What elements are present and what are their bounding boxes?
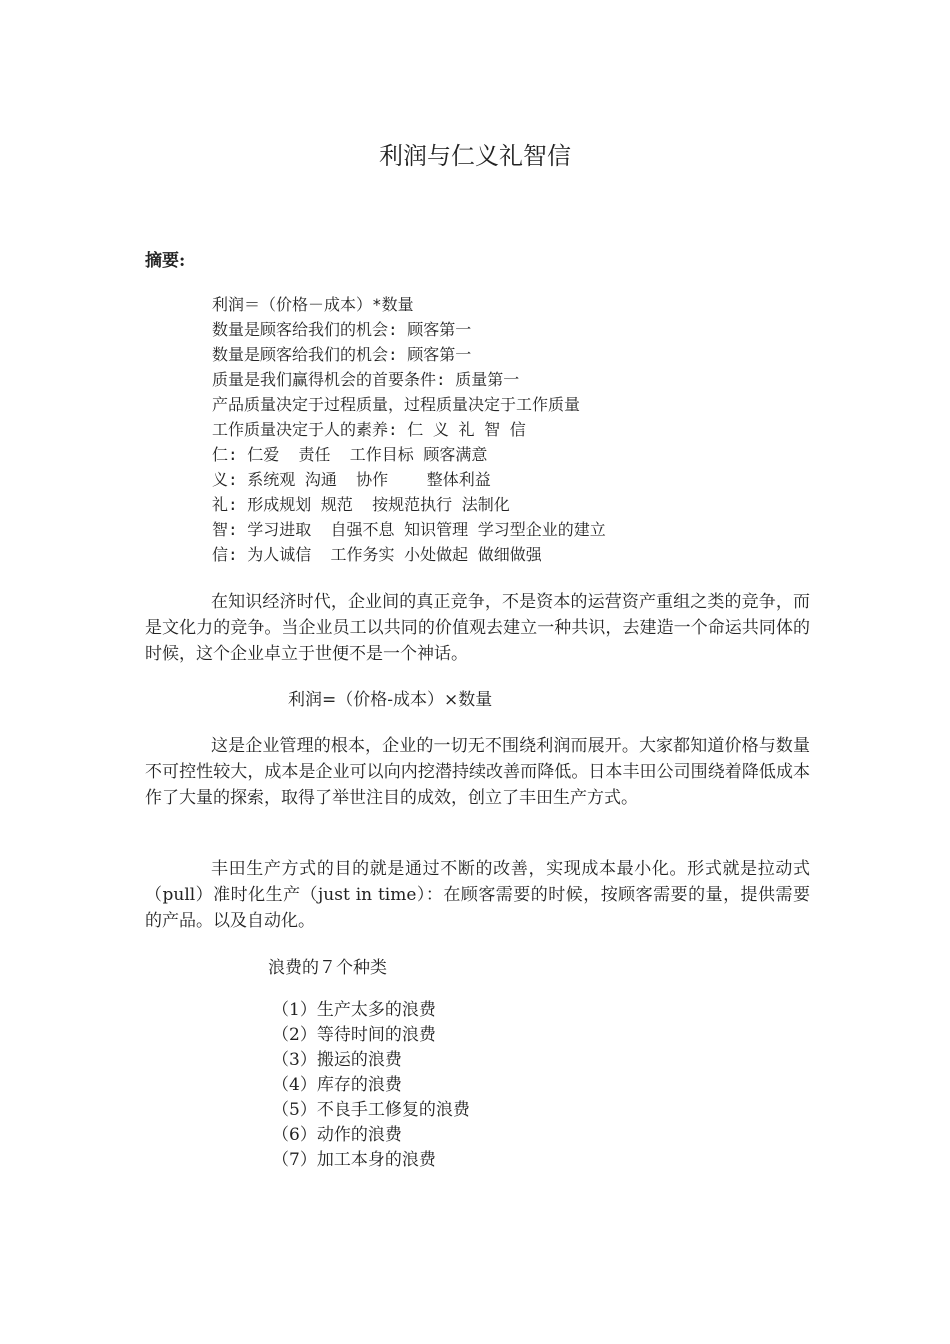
list-item: （6）动作的浪费 — [272, 1125, 402, 1145]
profit-formula: 利润=（价格-成本）×数量 — [288, 690, 493, 710]
summary-line: 利润＝（价格－成本）*数量 — [212, 295, 414, 314]
list-item: （5）不良手工修复的浪费 — [272, 1100, 470, 1120]
paragraph-toyota: 丰田生产方式的目的就是通过不断的改善，实现成本最小化。形式就是拉动式（pull）准时化生产（just in time）：在顾客需要的时候，按顾客需要的量，提供需要的产品。以及自动化。 — [145, 859, 810, 931]
summary-line: 义: 系统观 沟通 协作 整体利益 — [212, 470, 491, 489]
summary-line: 礼: 形成规划 规范 按规范执行 法制化 — [212, 495, 510, 514]
list-item: （3）搬运的浪费 — [272, 1050, 402, 1070]
summary-line: 数量是顾客给我们的机会: 顾客第一 — [212, 345, 472, 364]
document-title: 利润与仁义礼智信 — [379, 142, 571, 170]
summary-block — [212, 292, 606, 567]
paragraph-knowledge-economy: 在知识经济时代，企业间的真正竞争，不是资本的运营资产重组之类的竞争，而是文化力的竞争。当企业员工以共同的价值观去建立一种共识，去建造一个命运共同体的时候，这个企业卓立于世便不是一个神话。 — [145, 592, 810, 664]
summary-line: 智: 学习进取 自强不息 知识管理 学习型企业的建立 — [212, 520, 606, 539]
list-item: （2）等待时间的浪费 — [272, 1025, 436, 1045]
summary-line: 数量是顾客给我们的机会: 顾客第一 — [212, 320, 472, 339]
waste-list — [272, 998, 470, 1173]
list-item: （7）加工本身的浪费 — [272, 1150, 436, 1170]
abstract-label: 摘要: — [145, 251, 186, 271]
summary-line: 工作质量决定于人的素养: 仁 义 礼 智 信 — [212, 420, 526, 439]
summary-line: 产品质量决定于过程质量，过程质量决定于工作质量 — [212, 395, 581, 414]
summary-line: 仁: 仁爱 责任 工作目标 顾客满意 — [212, 445, 488, 464]
summary-line: 质量是我们赢得机会的首要条件: 质量第一 — [212, 370, 520, 389]
waste-title: 浪费的７个种类 — [268, 958, 387, 978]
list-item: （4）库存的浪费 — [272, 1075, 402, 1095]
summary-line: 信: 为人诚信 工作务实 小处做起 做细做强 — [212, 545, 542, 564]
paragraph-management: 这是企业管理的根本，企业的一切无不围绕利润而展开。大家都知道价格与数量不可控性较大，成本是企业可以向内挖潜持续改善而降低。日本丰田公司围绕着降低成本作了大量的探索，取得了举世注目的成效，创立了丰田生产方式。 — [145, 736, 810, 808]
list-item: （1）生产太多的浪费 — [272, 1000, 436, 1020]
